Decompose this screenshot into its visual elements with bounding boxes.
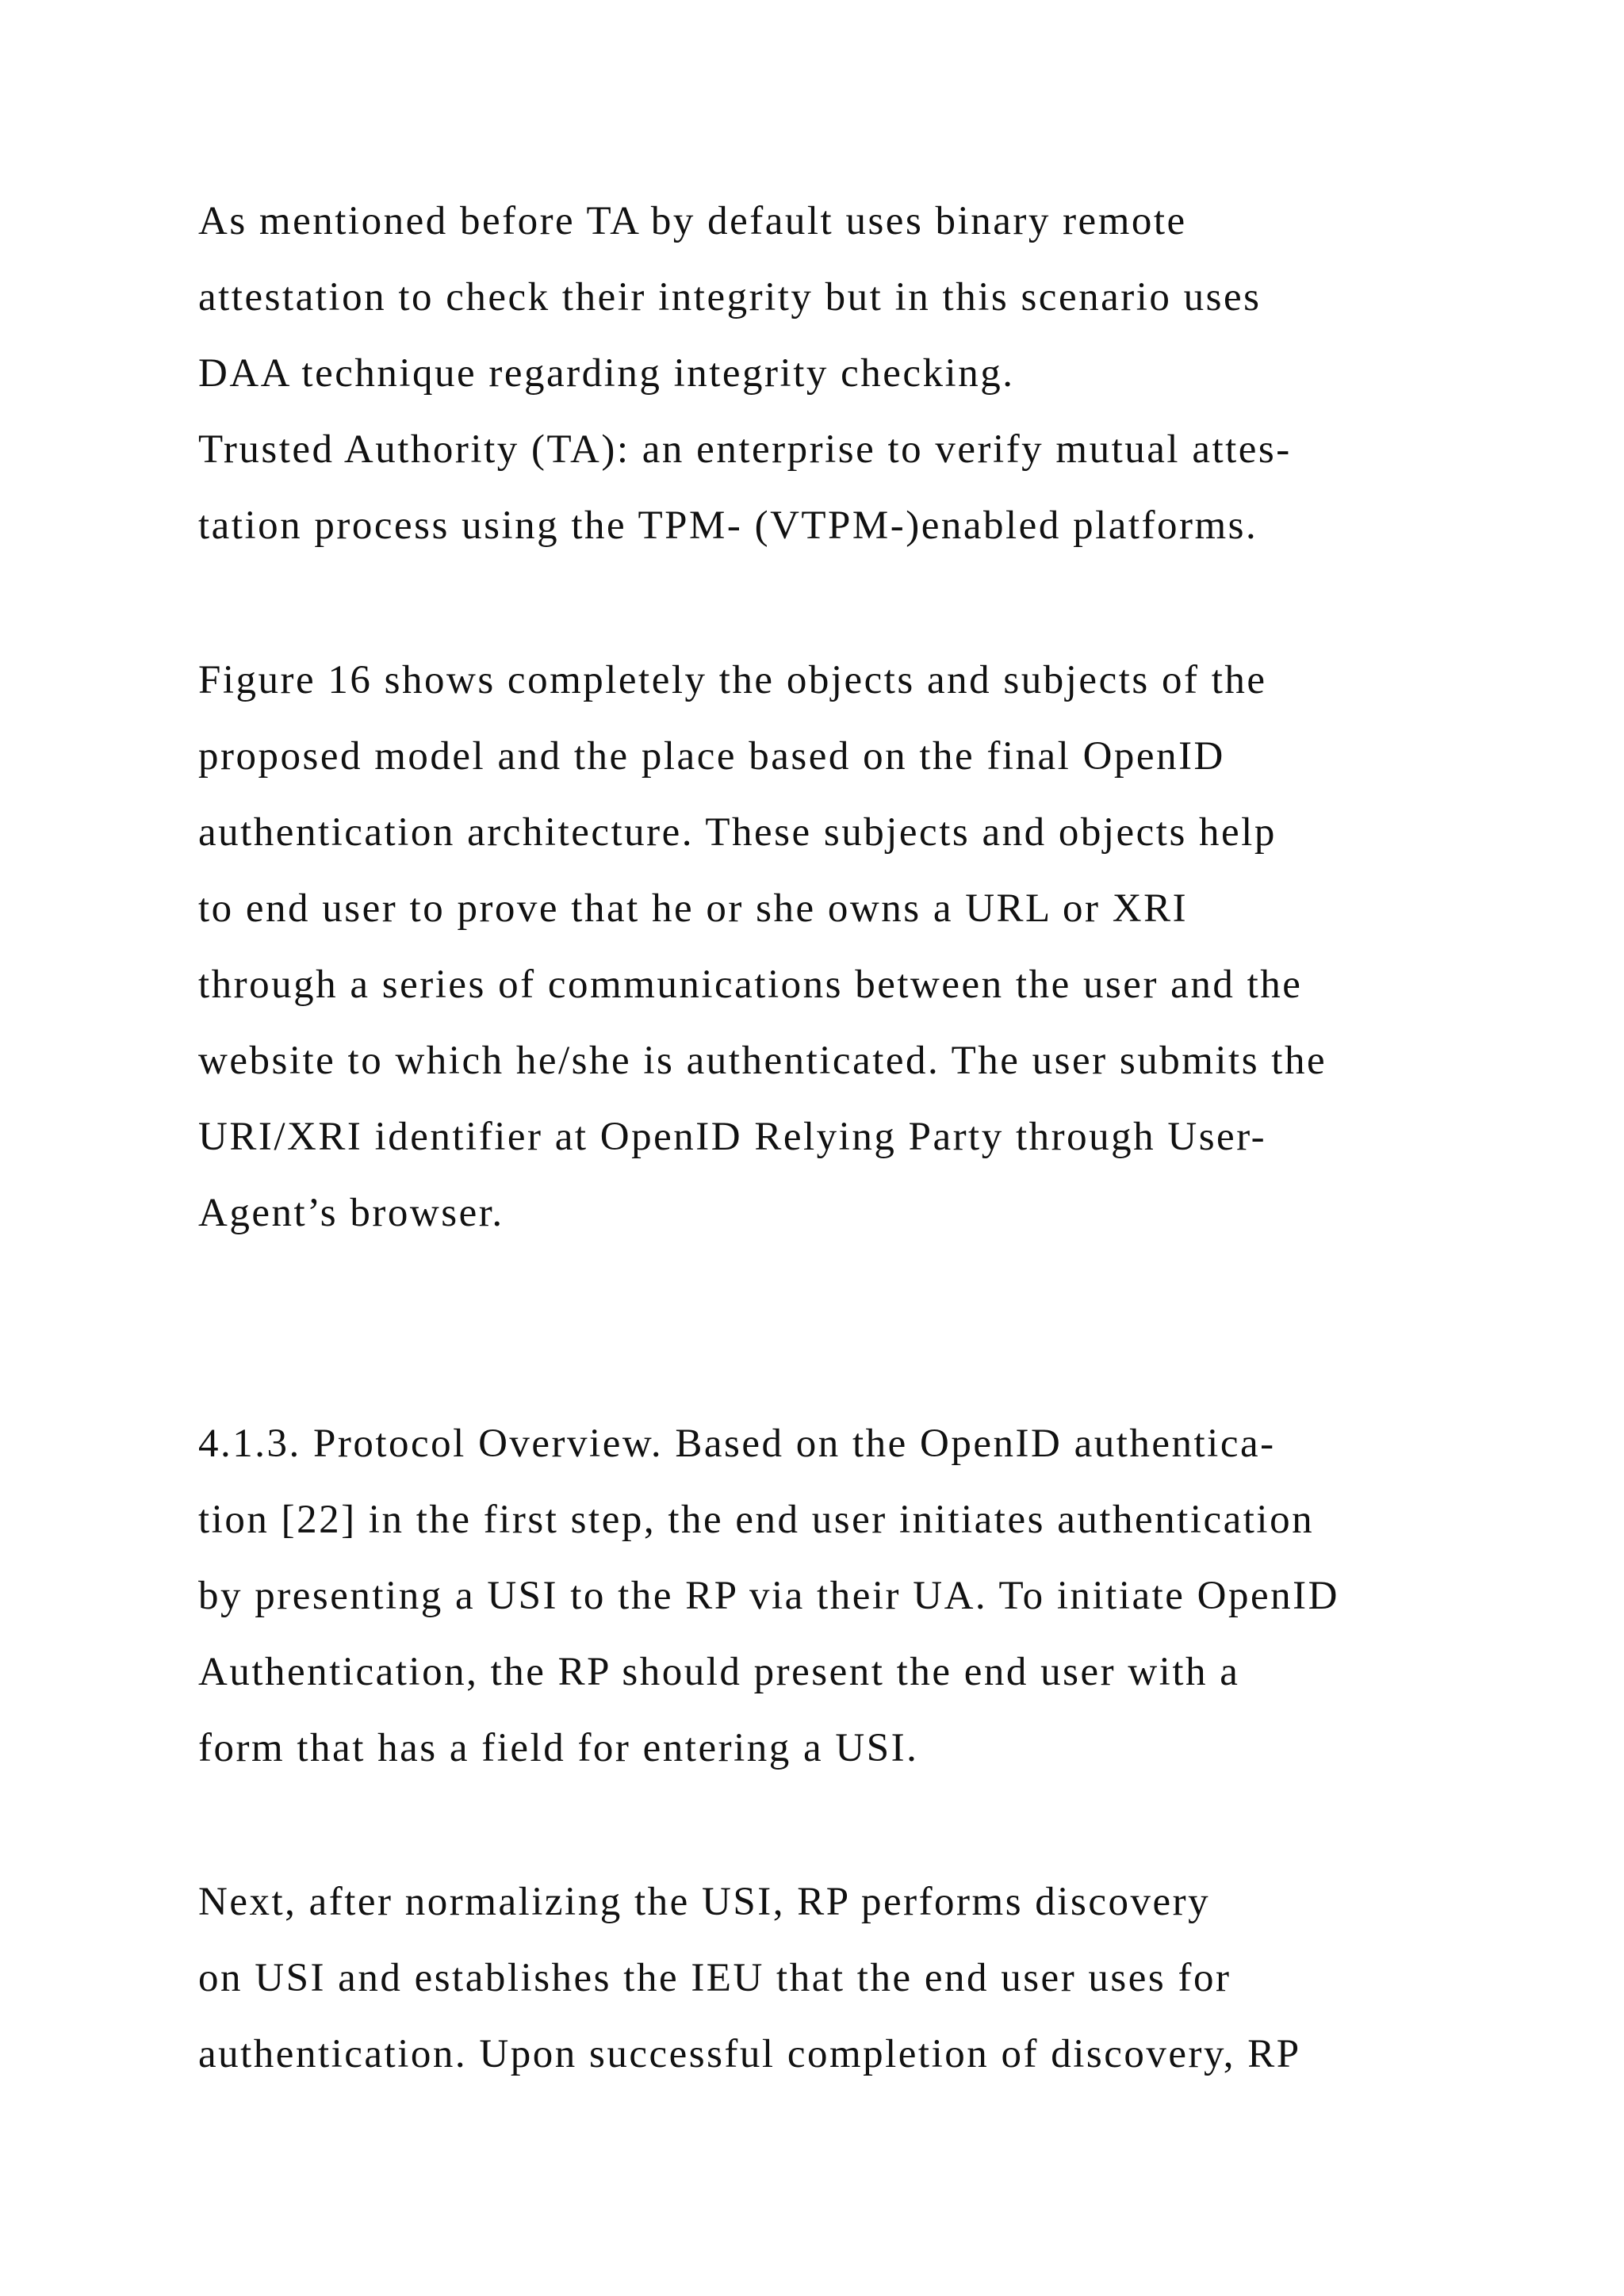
text-line: URI/XRI identifier at OpenID Relying Party through User- [198, 1115, 1267, 1159]
text-line: Figure 16 shows completely the objects and subjects of the [198, 658, 1267, 702]
text-line: authentication. Upon successful completion of discovery, RP [198, 2032, 1301, 2076]
text-line: 4.1.3. Protocol Overview. Based on the OpenID authentica- [198, 1422, 1276, 1466]
text-line: tation process using the TPM- (VTPM-)enabled platforms. [198, 503, 1258, 548]
text-line: Trusted Authority (TA): an enterprise to verify mutual attes- [198, 427, 1292, 472]
text-line: form that has a field for entering a USI. [198, 1726, 919, 1770]
text-line: Authentication, the RP should present the end user with a [198, 1650, 1240, 1694]
text-line: to end user to prove that he or she owns a URL or XRI [198, 886, 1189, 931]
text-line: authentication architecture. These subjects and objects help [198, 810, 1277, 855]
text-line: attestation to check their integrity but in this scenario uses [198, 275, 1262, 320]
text-line: website to which he/she is authenticated. The user submits the [198, 1039, 1327, 1083]
text-line: through a series of communications between the user and the [198, 962, 1303, 1007]
text-line: DAA technique regarding integrity checking. [198, 351, 1015, 396]
text-line: tion [22] in the first step, the end user initiates authentication [198, 1498, 1315, 1542]
text-line: by presenting a USI to the RP via their UA. To initiate OpenID [198, 1574, 1339, 1618]
text-line: As mentioned before TA by default uses binary remote [198, 199, 1187, 243]
text-line: on USI and establishes the IEU that the end user uses for [198, 1956, 1231, 2000]
text-line: Agent’s browser. [198, 1191, 504, 1235]
text-line: Next, after normalizing the USI, RP performs discovery [198, 1880, 1211, 1924]
text-line: proposed model and the place based on the final OpenID [198, 734, 1225, 779]
